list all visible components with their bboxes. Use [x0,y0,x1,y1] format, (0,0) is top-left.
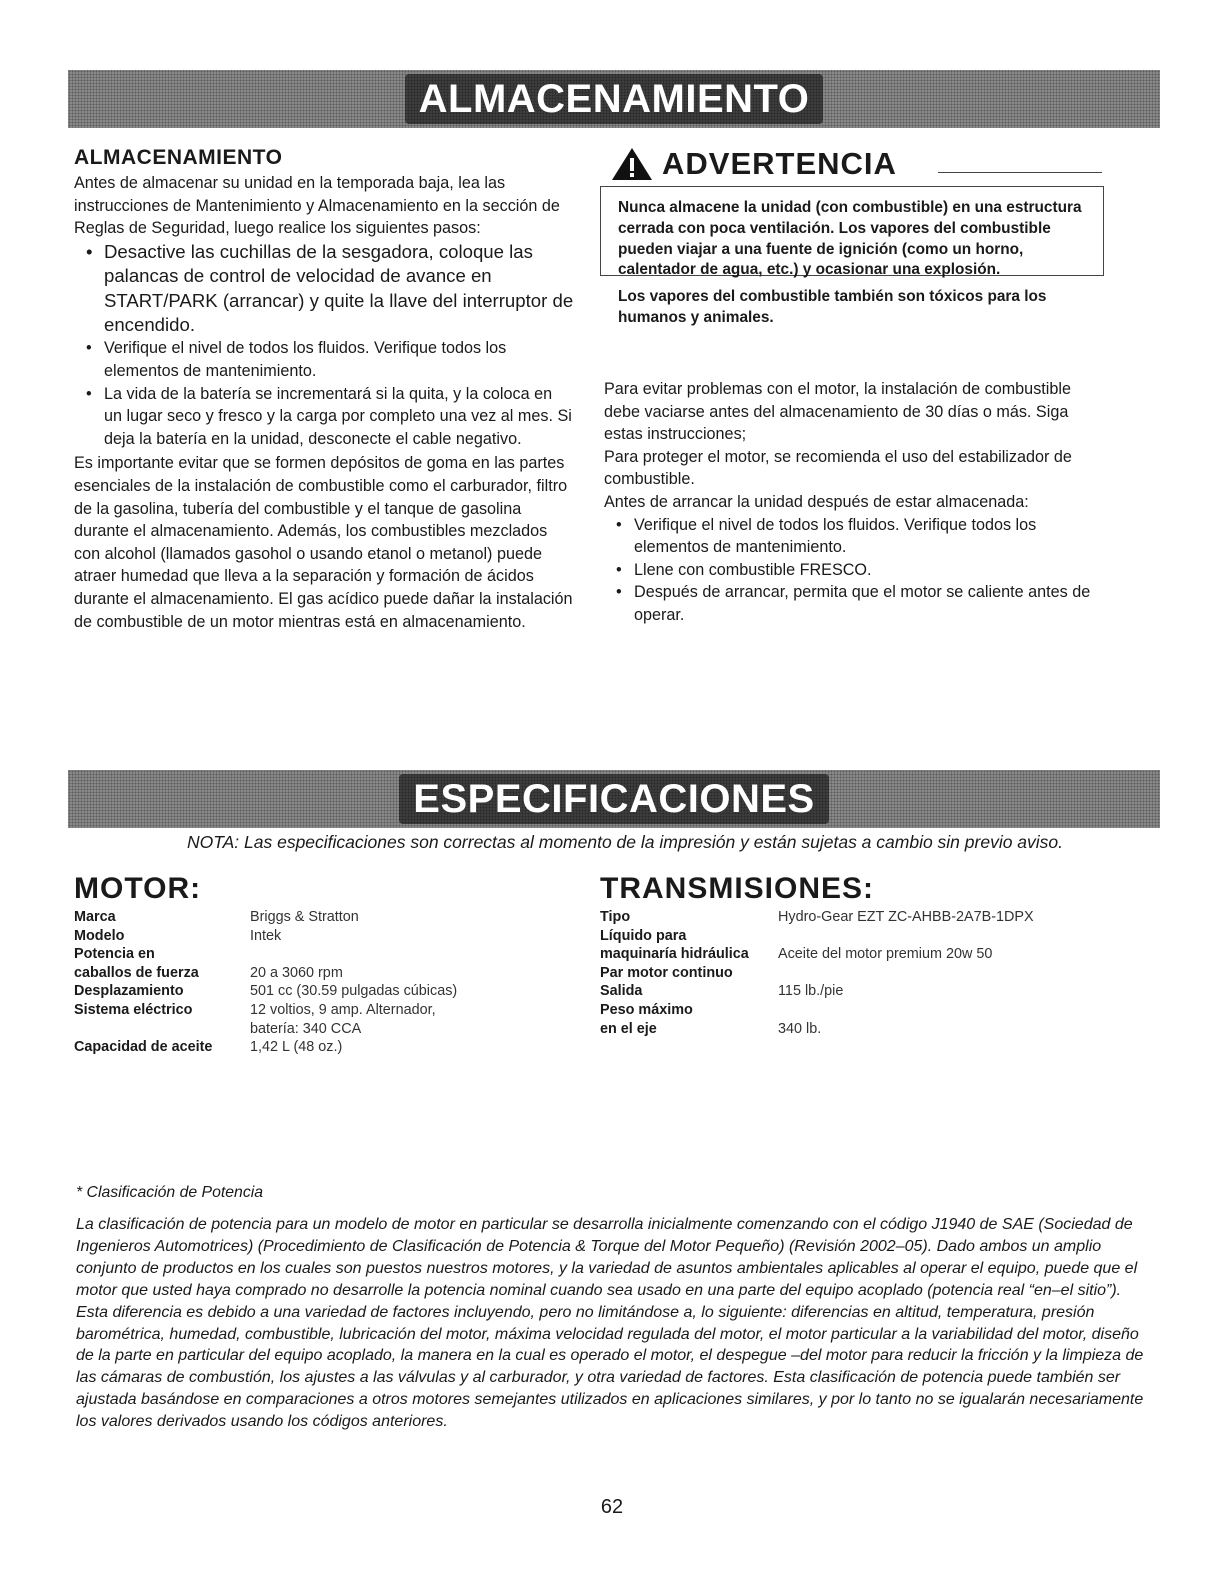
bullet-icon: • [616,583,622,602]
list-item: • Verifique el nivel de todos los fluidos. Verifique todos los elementos de mantenimiento. [616,515,1037,557]
banner-pill [399,774,828,824]
table-row: Capacidad de aceite 1,42 L (48 oz.) [74,1039,343,1056]
list-item: • La vida de la batería se incrementará si la quita, y la coloca en un lugar seco y fresco y la carga por completo una vez al mes. Si deja la batería en la unidad, desconecte el cable negativo. [86,384,572,448]
gum-deposit-paragraph: Es importante evitar que se formen depósitos de goma en las partes esenciales de la instalación de combustible como el carburador, filtro de la gasolina, tubería del combustible y el tanque de gasolina durante el almacenamiento. Además, los combustibles mezclados con alcohol (llamados gasohol o usando etanol o metanol) puede atraer humedad que lleva a la separación y formación de ácidos durante el almacenamiento. El gas acídico puede dañar la instalación de combustible de un motor mientras está en almacenamiento. [74,454,573,631]
page-number: 62 [600,1496,624,1518]
warning-rule [938,172,1102,173]
continuation-3: Antes de arrancar la unidad después de estar almacenada: [604,492,1029,511]
footnote-title: * Clasificación de Potencia [76,1184,264,1201]
banner-title: ESPECIFICACIONES [413,776,815,821]
transmissions-heading: TRANSMISIONES: [600,872,875,905]
list-item: • Llene con combustible FRESCO. [604,559,1104,582]
section-banner-specs [68,770,1160,828]
storage-intro: Antes de almacenar su unidad en la temporada baja, lea las instrucciones de Mantenimiento y Almacenamiento en la sección de Reglas de Seguridad, luego realice los siguientes pasos: [74,174,560,238]
list-item: • Después de arrancar, permita que el motor se caliente antes de operar. [616,583,1091,624]
bullet-icon: • [86,240,93,262]
table-row: Peso máximo [600,1001,693,1018]
transmission-spec-table [600,908,1034,1038]
table-row: Potencia en [74,946,155,963]
warning-text-1: Nunca almacene la unidad (con combustible) en una estructura cerrada con poca ventilación. Los vapores del combustible pueden viajar a una fuente de ignición (como un horno, calentador de agua, etc.) y ocasionar una explosión. [618,199,1082,279]
footnote-body: La clasificación de potencia para un modelo de motor en particular se desarrolla inicialmente comenzando con el código J1940 de SAE (Sociedad de Ingenieros Automotrices) (Procedimiento de Clasificación de Potencia & Torque del Motor Pequeño) (Revisión 2002–05). Dado ambos un amplio conjunto de productos en los cuales son puestos nuestros motores, y la variedad de asuntos ambientales aplicables al operar el equipo, puede que el motor que usted haya comprado no desarrolle la potencia nominal cuando sea usado en una parte del equipo acoplado (potencia real “en–el sitio”). Esta diferencia es debido a una variedad de factores incluyendo, pero no limitándose a, lo siguiente: diferencias en altitud, temperatura, presión barométrica, humedad, combustible, lubricación del motor, máxima velocidad regulada del motor, el motor particular a la variabilidad del motor, diseño de la parte en particular del equipo acoplado, la manera en la cual es operado el motor, el despegue –del motor para reducir la fricción y la limpieza de las cámaras de combustión, los ajustes a las válvulas y al carburador, y otra variedad de factores. Esta clasificación de potencia puede también ser ajustada basándose en comparaciones a otros motores semejantes utilizados en aplicaciones similares, y por lo tanto no se igualarán necesariamente los valores derivados usando los códigos anteriores. [76,1216,1144,1431]
storage-bullets [74,240,574,451]
motor-spec-table [74,908,457,1057]
table-row: Marca Briggs & Stratton [74,909,359,925]
table-row: Tipo Hydro-Gear EZT ZC-AHBB-2A7B-1DPX [600,909,1034,925]
table-row: caballos de fuerza 20 a 3060 rpm [74,964,343,981]
banner-pill [405,74,824,124]
warning-body [618,198,1093,329]
motor-heading: MOTOR: [74,872,202,905]
table-row: Modelo Intek [74,927,282,944]
section-banner-storage [68,70,1160,128]
warning-triangle-icon [610,146,654,182]
list-item: • Desactive las cuchillas de la sesgadora, coloque las palancas de control de velocidad de avance en START/PARK (arrancar) y quite la llave del interruptor de encendido. [86,240,574,335]
continuation-1: Para evitar problemas con el motor, la instalación de combustible debe vaciarse antes del almacenamiento de 30 días o más. Siga estas instrucciones; [604,380,1071,444]
table-row: Sistema eléctrico 12 voltios, 9 amp. Alternador, [74,1001,436,1018]
table-row: Salida 115 lb./pie [600,983,844,1000]
storage-heading: ALMACENAMIENTO [74,146,283,169]
specs-note: NOTA: Las especificaciones son correctas al momento de la impresión y están sujetas a cambio sin previo aviso. [186,832,1064,852]
warning-header [610,146,905,182]
bullet-icon: • [616,515,622,534]
table-row: en el eje 340 lb. [600,1020,822,1037]
warning-text-2: Los vapores del combustible también son tóxicos para los humanos y animales. [618,288,1047,326]
bullet-icon: • [86,384,92,403]
warning-title: ADVERTENCIA [662,146,897,181]
bullet-icon: • [616,560,622,579]
table-row: maquinaría hidráulica Aceite del motor premium 20w 50 [600,946,993,963]
table-row: Desplazamiento 501 cc (30.59 pulgadas cúbicas) [74,983,458,1000]
continuation-2: Para proteger el motor, se recomienda el uso del estabilizador de combustible. [604,447,1072,489]
table-row: Par motor continuo [600,964,733,981]
list-item: • Verifique el nivel de todos los fluidos. Verifique todos los elementos de mantenimiento. [86,339,507,380]
storage-continuation [604,378,1104,627]
table-row: batería: 340 CCA [250,1020,362,1037]
restart-bullets [604,514,1104,627]
table-row: Líquido para [600,927,687,944]
banner-title: ALMACENAMIENTO [418,76,810,121]
storage-column [74,146,574,633]
bullet-icon: • [86,339,92,358]
